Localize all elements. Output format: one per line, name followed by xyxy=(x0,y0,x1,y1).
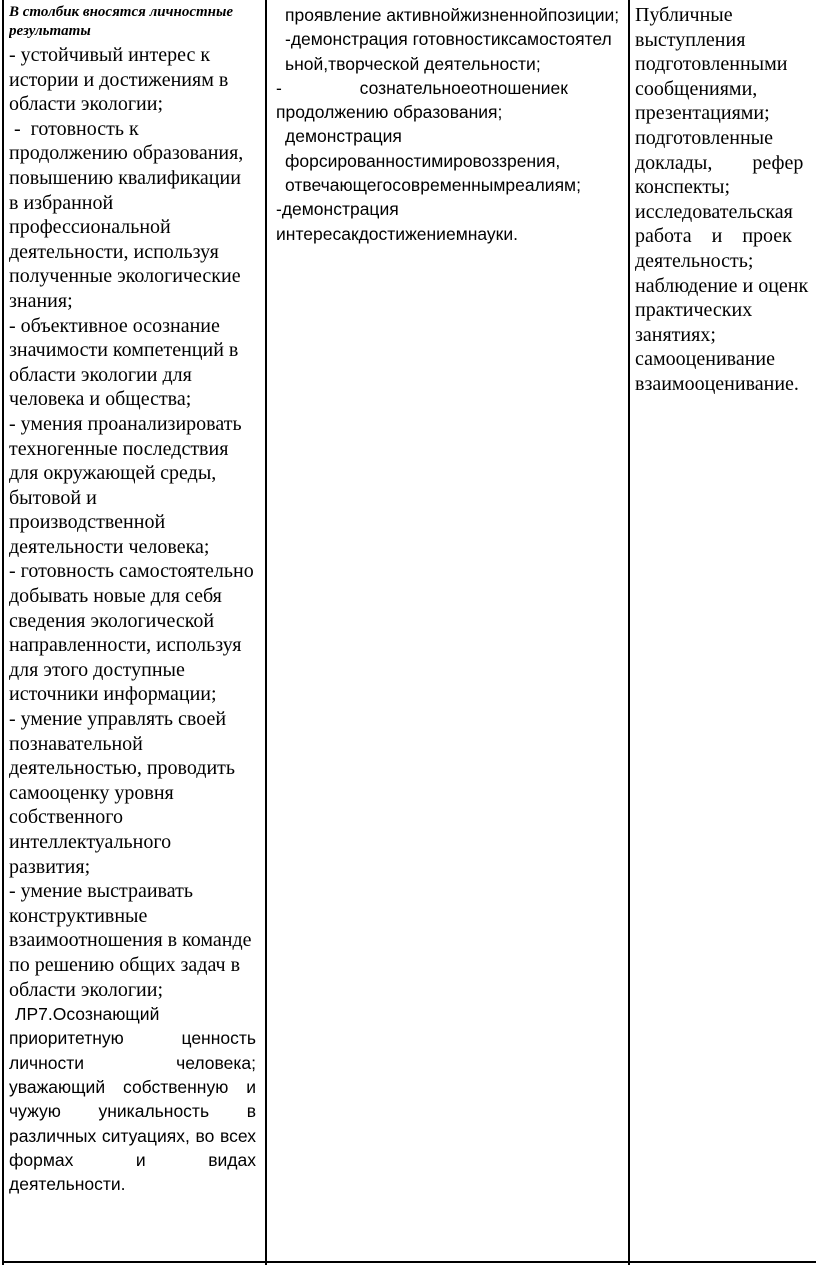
assessment-line: презентациями; xyxy=(635,102,770,125)
assessment-line: исследовательская xyxy=(635,200,793,223)
assessment-line: занятиях; xyxy=(635,323,716,346)
personal-results-cell xyxy=(9,3,256,1197)
assessment-line: выступления xyxy=(635,28,746,51)
result-item: - объективное осознание значимости компетенций в области экологии для человека и общества; xyxy=(9,314,239,411)
result-item: - готовность самостоятельно добывать новые для себя сведения экологической направленности, используя для этого доступные источники информации; xyxy=(9,560,254,706)
indicator-item: -демонстрация интересакдостижениемнауки. xyxy=(276,199,518,244)
assessment-line: подготовленные xyxy=(635,126,773,149)
assessment-line: практических xyxy=(635,299,753,322)
column-divider-2 xyxy=(628,0,630,1265)
indicator-item: демонстрация форсированностимировоззрения, отвечающегосовременнымреалиям; xyxy=(285,126,581,196)
indicator-item: -демонстрация готовностиксамостоятельной,творческой деятельности; xyxy=(285,29,612,74)
lr7-statement: ЛР7.Осознающий приоритетную ценность личности человека; уважающий собственную и чужую уникальность в различных ситуациях, во всех формах и видах деятельности. xyxy=(9,1004,256,1195)
assessment-methods-cell xyxy=(635,3,816,397)
column-divider-1 xyxy=(265,0,267,1265)
assessment-line: доклады, рефер xyxy=(635,151,804,174)
assessment-line: конспекты; xyxy=(635,176,731,199)
result-item: - устойчивый интерес к истории и достижениям в области экологии; xyxy=(9,44,229,116)
result-item: - умение выстраивать конструктивные взаимоотношения в команде по решению общих задач в области экологии; xyxy=(9,880,252,1001)
indicators-cell xyxy=(276,3,620,246)
result-item: - готовность к продолжению образования, повышению квалификации в избранной профессиональной деятельности, используя полученные экологические знания; xyxy=(9,117,251,312)
assessment-line: взаимооценивание. xyxy=(635,372,799,395)
table-border-bottom xyxy=(2,1261,816,1263)
assessment-line: подготовленными xyxy=(635,53,788,76)
assessment-line: Публичные xyxy=(635,4,733,26)
assessment-line: самооценивание xyxy=(635,348,775,371)
indicator-item: - сознательноеотношениек продолжению образования; xyxy=(276,77,573,123)
result-item: - умения проанализировать техногенные последствия для окружающей среды, бытовой и производственной деятельности человека; xyxy=(9,412,242,558)
indicator-item: проявление активнойжизненнойпозиции; xyxy=(285,5,620,25)
assessment-line: деятельность; xyxy=(635,249,754,272)
assessment-line: сообщениями, xyxy=(635,77,758,100)
assessment-line: работа и проек xyxy=(635,225,792,248)
assessment-line: наблюдение и оценк xyxy=(635,274,809,297)
table-border-left xyxy=(2,0,4,1265)
result-item: - умение управлять своей познавательной деятельностью, проводить самооценку уровня собственного интеллектуального развития; xyxy=(9,708,236,878)
column-header-note: В столбик вносятся личностные результаты xyxy=(9,4,234,39)
